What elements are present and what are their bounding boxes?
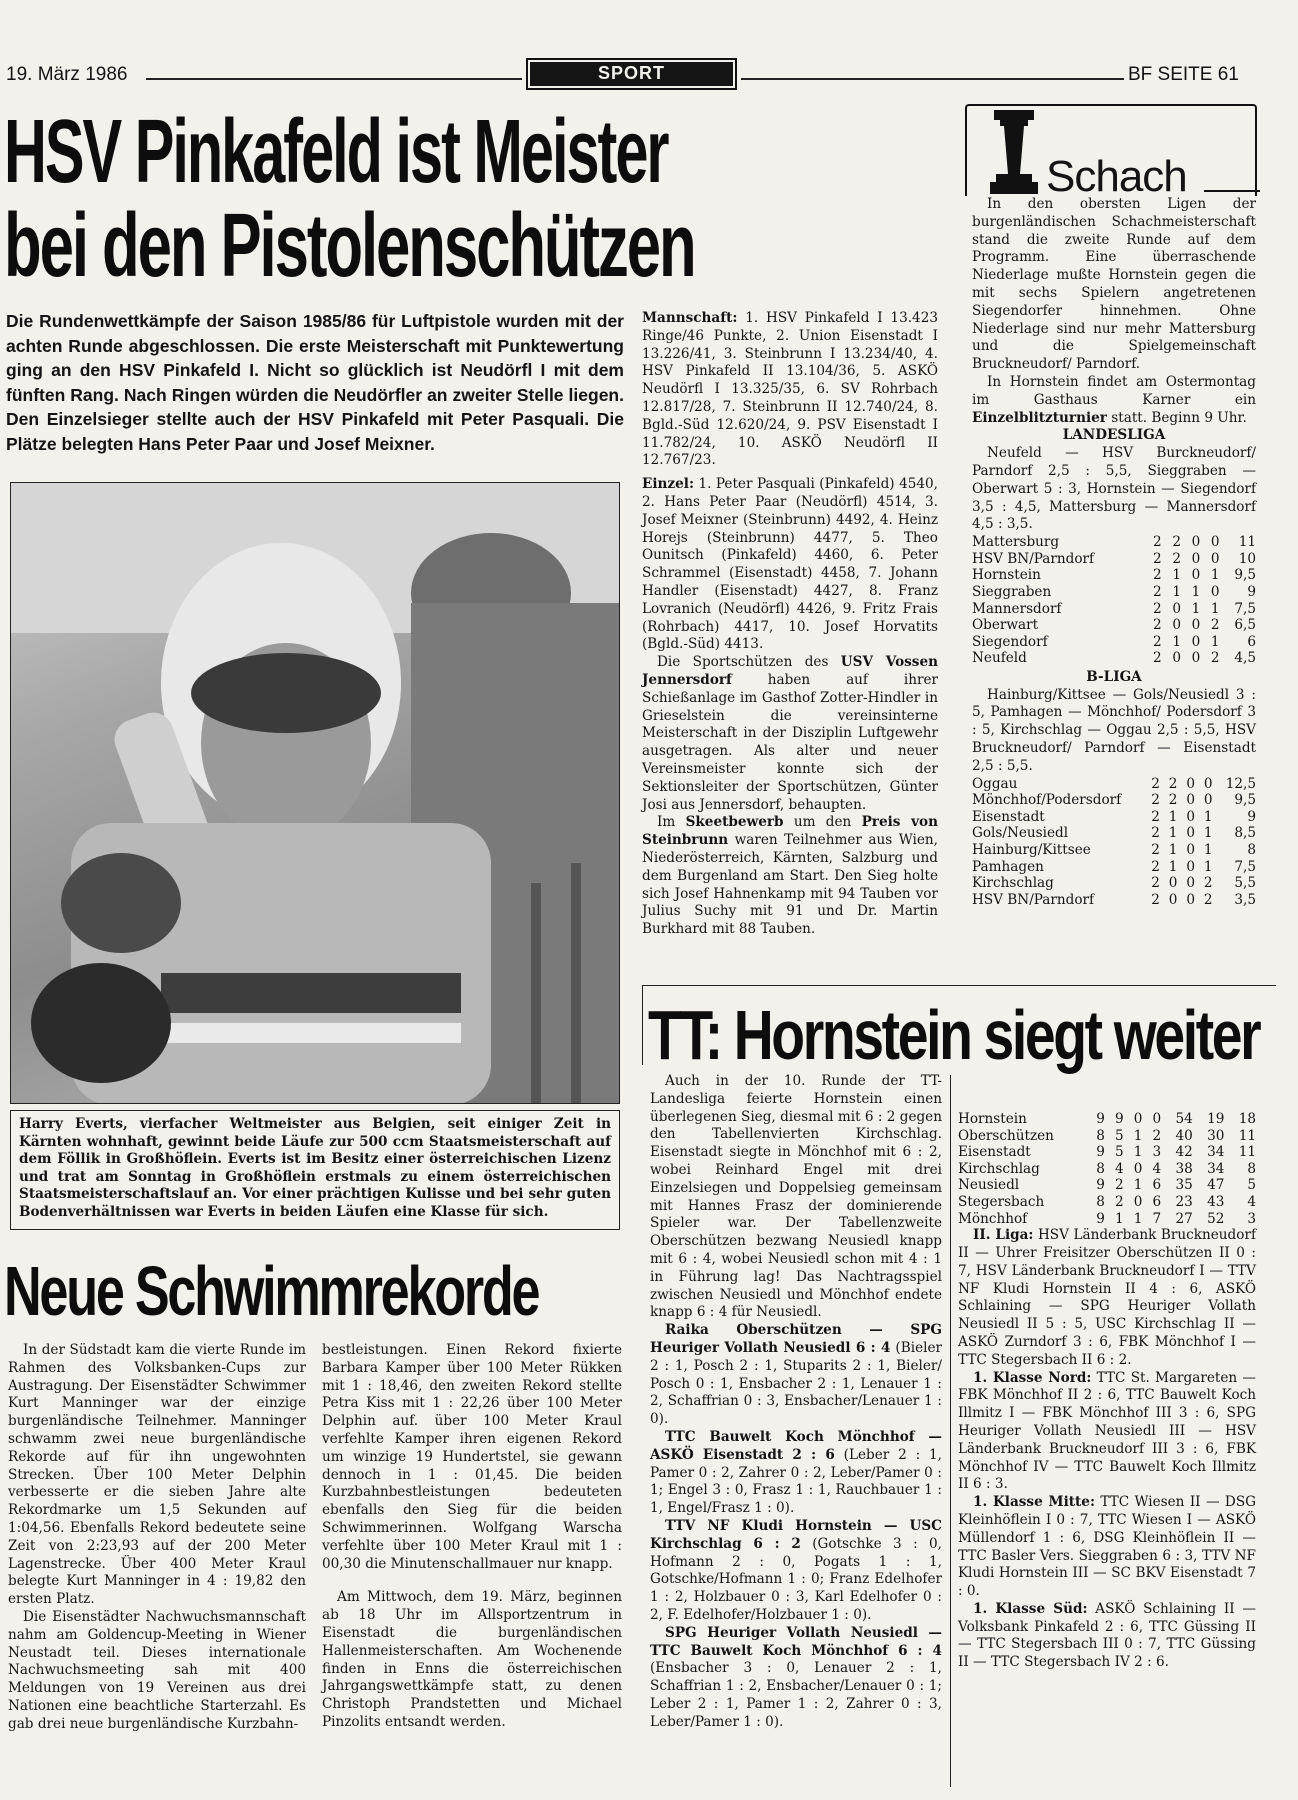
tt-table-stat: 18 [1238, 1111, 1256, 1127]
landesliga-stat: 2 [1172, 550, 1181, 567]
swim-headline: Neue Schwimmrekorde [4, 1252, 539, 1330]
landesliga-stat: 0 [1210, 583, 1220, 600]
bliga-stat: 0 [1186, 891, 1195, 908]
bliga-team: Kirchschlag [972, 875, 1054, 892]
bliga-stat: 7,5 [1234, 858, 1256, 875]
chess-title-rule [1204, 190, 1260, 192]
bliga-team: Oggau [972, 775, 1018, 792]
landesliga-stat: 2 [1153, 633, 1162, 650]
landesliga-stat: 11 [1238, 534, 1256, 551]
tt-table-stat: 9 [1115, 1111, 1124, 1127]
tt-table-stat: 9 [1096, 1111, 1105, 1127]
tt-table-stat: 1 [1133, 1210, 1143, 1227]
landesliga-stat: 1 [1210, 567, 1220, 584]
bliga-stat: 0 [1186, 792, 1195, 809]
bliga-stat: 0 [1168, 875, 1178, 892]
tt-table-stat: 9 [1096, 1144, 1105, 1161]
chess-title: Schach [1046, 152, 1187, 201]
bliga-stat: 3,5 [1234, 891, 1256, 908]
chess-intro: In den obersten Ligen der burgenländischen Schachmeisterschaft stand die zweite Runde auf dem Programm. Eine überraschende Niederlage mußte Hornstein gegen die mit sechs Spielern angetretenen Siegendorfer hinnehmen. Ohne Niederlage sind nur mehr Mattersburg und die Spielgemeinschaft Bruckneudorf/ Parndorf. [972, 196, 1256, 373]
tt-table-stat: 4 [1115, 1160, 1124, 1177]
landesliga-team: Siegendorf [972, 633, 1048, 650]
chess-king-icon [986, 104, 1042, 196]
tt-table-stat: 9 [1096, 1210, 1105, 1227]
bliga-team: Pamhagen [972, 858, 1044, 875]
tt-table-team: Hornstein [958, 1111, 1027, 1127]
bliga-stat: 2 [1151, 875, 1160, 892]
bliga-stat: 2 [1151, 775, 1160, 792]
landesliga-stat: 2 [1153, 600, 1162, 617]
bliga-stat: 2 [1168, 792, 1178, 809]
tt-table-stat: 11 [1238, 1144, 1256, 1161]
tt-sued-results: ASKÖ Schlaining II — Volksbank Pinkafeld 2 : 6, TTC Güssing II — TTC Stegersbach III 0 : 7, TTC Güssing II — TTC Stegersbach IV 2 : 6. [958, 1600, 1256, 1671]
tt-match-2-title: TTC Bauwelt Koch Mönchhof — ASKÖ Eisenstadt 2 : 6 [650, 1428, 942, 1463]
tt-table-stat: 8 [1096, 1193, 1105, 1210]
bliga-row [972, 776, 1256, 793]
landesliga-stat: 4,5 [1234, 650, 1256, 667]
chess-tournament-name: Einzelblitzturnier [972, 409, 1107, 426]
landesliga-stat: 1 [1210, 633, 1220, 650]
landesliga-stat: 0 [1210, 534, 1220, 551]
tt-match-3-details: (Gotschke 3 : 0, Hofmann 2 : 0, Pogats 1 : 1, Gotschke/Hofmann 1 : 0; Franz Edelhofer 1 : 2, Holzbauer 0 : 3, Karl Edelhofer 0 : 2, F. Edelhofer/Holzbauer 1 : 0). [650, 1535, 942, 1623]
landesliga-stat: 0 [1191, 633, 1201, 650]
tt-table-row [958, 1128, 1256, 1145]
landesliga-team: Oberwart [972, 617, 1039, 634]
section-label: SPORT [530, 62, 733, 86]
einzel-results: 1. Peter Pasquali (Pinkafeld) 4540, 2. Hans Peter Paar (Neudörfl) 4514, 3. Josef Meixner (Steinbrunn) 4492, 4. Heinz Horejs (Steinbrunn) 4477, 5. Theo Ounitsch (Pinkafeld) 4460, 6. Peter Schrammel (Eisenstadt) 4458, 7. Johann Handler (Eisenstadt) 4427, 8. Franz Lovranich (Neudörfl) 4426, 9. Fritz Frais (Rohrbach) 4417, 10. Josef Horvatits (Bgld.-Süd) 4413. [642, 476, 938, 653]
landesliga-row [972, 584, 1256, 601]
mannschaft-results: 1. HSV Pinkafeld I 13.423 Ringe/46 Punkte, 2. Union Eisenstadt I 13.226/41, 3. Steinbrunn I 13.234/40, 4. HSV Pinkafeld II 13.104/36, 5. ASKÖ Neudörfl I 13.325/35, 6. SV Rohrbach 12.817/28, 7. Steinbrunn II 12.740/24, 8. Bgld.-Süd 12.620/24, 9. PSV Eisenstadt I 11.782/24, 10. ASKÖ Neudörfl II 12.767/23. [642, 310, 938, 469]
landesliga-stat: 0 [1191, 550, 1201, 567]
skeet-prize: Preis von Steinbrunn [642, 814, 938, 849]
tt-table-row [958, 1144, 1256, 1161]
tt-match-1-details: (Bieler 2 : 1, Posch 2 : 1, Stuparits 2 : 1, Bieler/ Posch 0 : 1, Ensbacher 2 : 1, Lenauer 1 : 2, Schaffrian 0 : 3, Ensbacher/Lenauer 1 : 0). [650, 1339, 943, 1428]
tt-table-stat: 1 [1115, 1210, 1124, 1227]
tt-table-stat: 11 [1238, 1127, 1256, 1144]
landesliga-stat: 2 [1210, 617, 1220, 634]
tt-table-stat: 4 [1152, 1160, 1162, 1177]
bliga-stat: 2 [1151, 842, 1160, 859]
tt-table-stat: 7 [1152, 1210, 1162, 1227]
bliga-stat: 1 [1168, 808, 1178, 825]
bliga-title: B-LIGA [1086, 668, 1142, 685]
tt-match-1-title: Raika Oberschützen — SPG Heuriger Vollath Neusiedl 6 : 4 [650, 1322, 942, 1356]
bliga-row [972, 892, 1256, 909]
einzel-label: Einzel: [642, 476, 694, 493]
landesliga-stat: 2 [1153, 534, 1162, 551]
landesliga-row [972, 650, 1256, 667]
skeet-text-pre: Im [657, 814, 686, 831]
landesliga-stat: 7,5 [1234, 600, 1256, 617]
tt-table-team: Stegersbach [958, 1193, 1045, 1210]
bliga-stat: 0 [1186, 875, 1195, 892]
bliga-stat: 0 [1186, 775, 1195, 792]
bliga-stat: 0 [1203, 775, 1213, 792]
bliga-stat: 2 [1151, 891, 1160, 908]
tt-table-stat: 40 [1175, 1127, 1193, 1144]
tt-table-stat: 52 [1207, 1210, 1225, 1227]
tt-table-stat: 19 [1207, 1111, 1225, 1127]
header-rule-right [741, 78, 1124, 80]
landesliga-row [972, 567, 1256, 584]
bliga-stat: 9,5 [1234, 792, 1256, 809]
swim-p1: In der Südstadt kam die vierte Runde im Rahmen des Volksbanken-Cups zur Austragung. Der Eisenstädter Schwimmer Kurt Manninger war der einzige burgenländische Teilnehmer. Manninger schwamm zwei neue burgenländische Rekorde auf für ihn ungewohnten Strecken. Über 100 Meter Delphin verbesserte er die sieben Jahre alte Rekordmarke um 1,5 Sekunden auf 1:04,56. Ebenfalls Rekord bedeutete seine Zeit von 2:23,93 auf der 200 Meter Lagenstrecke. Über 400 Meter Kraul belegte Kurt Manninger in 4 : 19,82 den ersten Platz. [8, 1342, 306, 1608]
landesliga-stat: 0 [1172, 600, 1181, 617]
tt-table-row [958, 1161, 1256, 1178]
bliga-stat: 1 [1203, 858, 1213, 875]
landesliga-stat: 2 [1153, 583, 1162, 600]
landesliga-stat: 2 [1153, 650, 1162, 667]
bliga-results: Hainburg/Kittsee — Gols/Neusiedl 3 : 5, Pamhagen — Mönchhof/ Podersdorf 3 : 5, Kirchschlag — Oggau 2,5 : 5,5, HSV Bruckneudorf/ Parndorf — Eisenstadt 2,5 : 5,5. [972, 686, 1256, 774]
landesliga-stat: 9,5 [1234, 567, 1256, 584]
tt-table-row [958, 1111, 1256, 1128]
chess-tournament-post: statt. Beginn 9 Uhr. [1106, 409, 1247, 426]
chess-column [972, 196, 1256, 908]
tt-table-stat: 34 [1207, 1160, 1225, 1177]
bliga-stat: 0 [1203, 792, 1213, 809]
tt-nord-results: TTC St. Margareten — FBK Mönchhof II 2 : 6, TTC Bauwelt Koch Illmitz I — FBK Mönchhof III 3 : 6, SPG Heuriger Vollath Neusiedl III — HSV Länderbank Bruckneudorf III 3 : 6, FBK Mönchhof IV — TTC Bauwelt Koch Illmitz II 6 : 3. [958, 1369, 1256, 1493]
bliga-stat: 0 [1186, 858, 1195, 875]
tt-table-stat: 35 [1175, 1177, 1193, 1194]
tt-table-stat: 5 [1115, 1144, 1124, 1161]
tt-table-stat: 3 [1152, 1144, 1162, 1161]
bliga-table [972, 776, 1256, 909]
swim-column-2 [322, 1342, 622, 1732]
bliga-team: Mönchhof/Podersdorf [972, 792, 1122, 809]
tt-table-stat: 6 [1152, 1177, 1162, 1194]
tt-table-row [958, 1177, 1256, 1194]
landesliga-row [972, 617, 1256, 634]
tt-table-stat: 2 [1152, 1127, 1162, 1144]
bliga-stat: 1 [1168, 842, 1178, 859]
bliga-stat: 0 [1168, 891, 1178, 908]
bliga-stat: 5,5 [1234, 875, 1256, 892]
landesliga-team: Mattersburg [972, 534, 1060, 551]
header-rule-left [146, 78, 522, 80]
landesliga-stat: 1 [1210, 600, 1220, 617]
tt-table-row [958, 1194, 1256, 1211]
rider-photo-illustration [11, 483, 620, 1104]
bliga-row [972, 792, 1256, 809]
bliga-stat: 2 [1151, 858, 1160, 875]
tt-table-stat: 5 [1115, 1127, 1124, 1144]
landesliga-row [972, 551, 1256, 568]
landesliga-stat: 1 [1172, 567, 1181, 584]
landesliga-stat: 2 [1153, 617, 1162, 634]
tt-table-stat: 8 [1096, 1127, 1105, 1144]
landesliga-stat: 10 [1238, 550, 1256, 567]
bliga-row [972, 809, 1256, 826]
tt-table-stat: 4 [1247, 1193, 1256, 1210]
tt-table-stat: 3 [1247, 1210, 1256, 1227]
section-label-box [526, 58, 737, 90]
tt-match-4-details: (Ensbacher 3 : 0, Lenauer 2 : 1, Schaffrian 1 : 2, Ensbacher/Lenauer 0 : 1; Leber 2 : 1, Pamer 1 : 2, Zahrer 0 : 3, Leber/Pamer 1 : 0). [650, 1660, 942, 1730]
tt-table-team: Eisenstadt [958, 1144, 1031, 1161]
landesliga-stat: 2 [1172, 534, 1181, 551]
bliga-row [972, 825, 1256, 842]
tt-column-divider [950, 1075, 951, 1787]
page-number: BF SEITE 61 [1128, 64, 1239, 85]
bliga-stat: 8,5 [1234, 825, 1256, 842]
landesliga-team: Mannersdorf [972, 600, 1062, 617]
bliga-stat: 2 [1203, 891, 1213, 908]
bliga-stat: 0 [1186, 808, 1195, 825]
bliga-stat: 2 [1151, 825, 1160, 842]
bliga-stat: 9 [1247, 808, 1256, 825]
vossen-text-pre: Die Sportschützen des [657, 654, 841, 671]
swim-p2: Die Eisenstädter Nachwuchsmannschaft nahm am Goldencup-Meeting in Wiener Neustadt teil. Dieses internationale Nachwuchsmeeting sah mit 400 Meldungen von 19 Vereinen aus drei Nationen eine beachtliche Starterzahl. Es gab drei neue burgenländische Kurzbahn- [8, 1608, 306, 1732]
landesliga-row [972, 634, 1256, 651]
tt-table-stat: 5 [1247, 1177, 1256, 1194]
bliga-stat: 0 [1186, 842, 1195, 859]
skeet-text-mid: um den [783, 814, 862, 831]
landesliga-results: Neufeld — HSV Burckneudorf/ Parndorf 2,5 : 5,5, Sieggraben — Oberwart 5 : 3, Hornstein — Siegendorf 3,5 : 4,5, Mattersburg — Mannersdorf 4,5 : 3,5. [972, 445, 1256, 533]
bliga-team: Gols/Neusiedl [972, 825, 1069, 842]
vossen-text-post: haben auf ihrer Schießanlage im Gasthof Zotter-Hindler in Grieselstein die vereinsinterne Meisterschaft in der Disziplin Luftgewehr ausgetragen. Als alter und neuer Vereinsmeister konnte sich der Sektionsleiter der Sportschützen, Günter Josi aus Jennersdorf, behaupten. [642, 671, 938, 813]
tt-table-stat: 9 [1096, 1177, 1105, 1194]
landesliga-stat: 0 [1172, 617, 1181, 634]
tt-headline: TT: Hornstein siegt weiter [648, 996, 1260, 1074]
tt-table-stat: 8 [1247, 1160, 1256, 1177]
landesliga-row [972, 601, 1256, 618]
bliga-stat: 2 [1151, 808, 1160, 825]
tt-match-2-details: (Leber 2 : 1, Pamer 0 : 2, Zahrer 0 : 2, Leber/Pamer 0 : 1; Engel 3 : 0, Frasz 1 : 1, Rauchbauer 1 : 1, Engel/Frasz 1 : 0). [650, 1446, 942, 1517]
landesliga-row [972, 534, 1256, 551]
tt-table-row [958, 1211, 1256, 1228]
bliga-stat: 1 [1168, 858, 1178, 875]
landesliga-stat: 0 [1191, 534, 1201, 551]
landesliga-team: HSV BN/Parndorf [972, 550, 1095, 567]
photo-caption: Harry Everts, vierfacher Weltmeister aus Belgien, seit einiger Zeit in Kärnten wohnhaft, gewinnt beide Läufe zur 500 ccm Staatsmeisterschaft auf dem Föllik in Großhöflein. Everts ist im Besitz einer österreichischen Lizenz und trat am Sonntag in Großhöflein erstmals zu einem österreichischen Staatsmeisterschaftslauf an. Vor einer prächtigen Kulisse und bei sehr guten Bodenverhältnissen war Everts in beiden Läufen eine Klasse für sich. [10, 1110, 620, 1230]
landesliga-stat: 0 [1210, 550, 1220, 567]
landesliga-stat: 1 [1191, 600, 1201, 617]
tt-column-2 [958, 1111, 1256, 1672]
tt-table-stat: 6 [1152, 1193, 1162, 1210]
tt-table-stat: 1 [1133, 1144, 1143, 1161]
chess-tournament-pre: In Hornstein findet am Ostermontag im Gasthaus Karner ein [972, 373, 1256, 408]
bliga-stat: 8 [1247, 842, 1256, 859]
landesliga-team: Sieggraben [972, 583, 1052, 600]
tt-nord-label: 1. Klasse Nord: [973, 1369, 1092, 1386]
landesliga-stat: 0 [1191, 617, 1201, 634]
tt-table-team: Oberschützen [958, 1127, 1054, 1144]
tt-table-stat: 34 [1207, 1144, 1225, 1161]
tt-table-stat: 42 [1175, 1144, 1193, 1161]
tt-match-4-title: SPG Heuriger Vollath Neusiedl — TTC Bauwelt Koch Mönchhof 6 : 4 [650, 1624, 942, 1659]
landesliga-stat: 1 [1172, 633, 1181, 650]
mannschaft-label: Mannschaft: [642, 310, 738, 326]
landesliga-team: Neufeld [972, 650, 1027, 667]
tt-match-3-title: TTV NF Kludi Hornstein — USC Kirchschlag 6 : 2 [650, 1517, 942, 1552]
bliga-stat: 2 [1168, 775, 1178, 792]
bliga-stat: 2 [1203, 875, 1213, 892]
tt-sued-label: 1. Klasse Süd: [973, 1600, 1088, 1617]
landesliga-stat: 1 [1191, 583, 1201, 600]
motocross-photo [10, 482, 620, 1104]
tt-table-stat: 0 [1133, 1111, 1143, 1127]
landesliga-stat: 9 [1247, 583, 1256, 600]
bliga-stat: 1 [1203, 825, 1213, 842]
tt-table-stat: 23 [1175, 1193, 1193, 1210]
tt-table-stat: 54 [1175, 1111, 1193, 1127]
bliga-stat: 12,5 [1225, 775, 1256, 792]
bliga-team: HSV BN/Parndorf [972, 891, 1095, 908]
swim-p3: bestleistungen. Einen Rekord fixierte Barbara Kamper über 100 Meter Rükken mit 1 : 18,46, den zweiten Rekord stellte Petra Kiss mit 1 : 22,26 über 100 Meter Delphin auf. über 100 Meter Kraul verfehlte Kamper ihren eigenen Rekord um winzige 19 Hundertstel, sie gewann dennoch in 1 : 01,45. Die beiden Kurzbahnbestleistungen bedeuteten ebenfalls den Sieg für die beiden Schwimmerinnen. Wolfgang Warscha verfehlte über 100 Meter Kraul mit 1 : 00,30 die Minutenschallmauer nur knapp. [322, 1342, 622, 1572]
tt-table-stat: 30 [1207, 1127, 1225, 1144]
landesliga-stat: 1 [1172, 583, 1181, 600]
tt-table-stat: 8 [1096, 1160, 1105, 1177]
pistol-headline-line1: HSV Pinkafeld ist Meister [4, 102, 668, 202]
issue-date: 19. März 1986 [6, 64, 128, 85]
tt-table-stat: 27 [1175, 1210, 1193, 1227]
landesliga-title: LANDESLIGA [1062, 427, 1166, 444]
landesliga-stat: 6,5 [1234, 617, 1256, 634]
bliga-team: Eisenstadt [972, 808, 1045, 825]
tt-intro: Auch in der 10. Runde der TT-Landesliga feierte Hornstein einen überlegenen Sieg, diesmal mit 6 : 2 gegen den Tabellenvierten Kirchschlag. Eisenstadt siegte in Mönchhof mit 6 : 2, wobei Reinhard Engel mit drei Einzelsiegen und Doppelsieg gemeinsam mit Hannes Frasz der dominierende Spieler war. Der Tabellenzweite Oberschützen bezwang Neusiedl knapp mit 6 : 4, wobei Neusiedl schon mit 4 : 1 in Führung lag! Das Nachtragsspiel zwischen Neusiedl und Mönchhof endete knapp 6 : 4 für Neusiedl. [650, 1073, 942, 1321]
bliga-stat: 1 [1203, 842, 1213, 859]
swim-p4: Am Mittwoch, dem 19. März, beginnen ab 18 Uhr im Allsportzentrum in Eisenstadt die burgenländischen Hallenmeisterschaften. Am Wochenende finden in Enns die österreichischen Jahrgangswettkämpfe statt, zu denen Christoph Prandstetten und Michael Pinzolits entsandt werden. [322, 1589, 622, 1730]
bliga-stat: 1 [1203, 808, 1213, 825]
tt-mitte-label: 1. Klasse Mitte: [973, 1494, 1095, 1511]
landesliga-table [972, 534, 1256, 667]
tt-liga2-results: HSV Länderbank Bruckneudorf II — Uhrer Freisitzer Oberschützen II 0 : 7, HSV Länderbank Bruckneudorf I — TTV NF Kludi Hornstein II 4 : 6, ASKÖ Schlaining — SPG Heuriger Vollath Neusiedl II 5 : 5, USC Kirchschlag II — ASKÖ Zurndorf 3 : 6, FBK Mönchhof I — TTC Stegersbach II 6 : 2. [958, 1227, 1256, 1368]
pistol-headline-line2: bei den Pistolenschützen [4, 196, 695, 296]
landesliga-stat: 6 [1247, 633, 1256, 650]
tt-table-stat: 43 [1207, 1193, 1225, 1210]
bliga-row [972, 875, 1256, 892]
tt-table-stat: 0 [1133, 1160, 1143, 1177]
tt-table-stat: 0 [1133, 1193, 1143, 1210]
landesliga-stat: 0 [1191, 567, 1201, 584]
tt-table-team: Kirchschlag [958, 1160, 1040, 1177]
tt-table-stat: 1 [1133, 1127, 1143, 1144]
landesliga-stat: 2 [1153, 567, 1162, 584]
tt-table-stat: 2 [1115, 1193, 1124, 1210]
swim-column-1 [8, 1342, 306, 1734]
bliga-row [972, 859, 1256, 876]
tt-table [958, 1111, 1256, 1227]
tt-liga2-label: II. Liga: [973, 1227, 1034, 1244]
landesliga-stat: 0 [1172, 650, 1181, 667]
tt-table-team: Neusiedl [958, 1177, 1020, 1194]
vossen-club: USV Vossen Jennersdorf [642, 654, 938, 688]
bliga-stat: 2 [1151, 792, 1160, 809]
skeet-text-post: waren Teilnehmer aus Wien, Niederösterreich, Kärnten, Salzburg und dem Burgenland am Start. Den Sieg holte sich Josef Hahnenkamp mit 94 Tauben vor Julius Suchy mit 91 und Dr. Martin Burkhard mit 88 Tauben. [642, 832, 938, 938]
tt-table-team: Mönchhof [958, 1210, 1028, 1227]
pistol-lead: Die Rundenwettkämpfe der Saison 1985/86 für Luftpistole wurden mit der achten Runde abgeschlossen. Die erste Meisterschaft mit Punktewertung ging an den HSV Pinkafeld I. Nicht so glücklich ist Neudörfl I mit dem fünften Rang. Nach Ringen würden die Neudörfler an zweiter Stelle liegen. Den Einzelsieger stellte auch der HSV Pinkafeld mit Peter Pasquali. Die Plätze belegten Hans Peter Paar und Josef Meixner. [6, 311, 624, 454]
bliga-team: Hainburg/Kittsee [972, 842, 1091, 859]
tt-table-stat: 1 [1133, 1177, 1143, 1194]
landesliga-team: Hornstein [972, 567, 1041, 584]
tt-mitte-results: TTC Wiesen II — DSG Kleinhöflein I 0 : 7, TTC Wiesen I — ASKÖ Müllendorf 1 : 6, DSG Kleinhöflein II — TTC Basler Vers. Sieggraben 6 : 3, TTV NF Kludi Hornstein III — SC BKV Eisenstadt 7 : 0. [958, 1494, 1256, 1600]
skeet-event: Skeetbewerb [685, 814, 784, 831]
pistol-body [642, 310, 938, 939]
tt-table-stat: 0 [1152, 1111, 1162, 1127]
tt-table-stat: 47 [1207, 1177, 1225, 1194]
bliga-row [972, 842, 1256, 859]
tt-table-stat: 38 [1175, 1160, 1193, 1177]
bliga-stat: 0 [1186, 825, 1195, 842]
landesliga-stat: 2 [1153, 550, 1162, 567]
tt-column-1 [650, 1073, 942, 1731]
landesliga-stat: 2 [1210, 650, 1220, 667]
landesliga-stat: 0 [1191, 650, 1201, 667]
tt-table-stat: 2 [1115, 1177, 1124, 1194]
bliga-stat: 1 [1168, 825, 1178, 842]
